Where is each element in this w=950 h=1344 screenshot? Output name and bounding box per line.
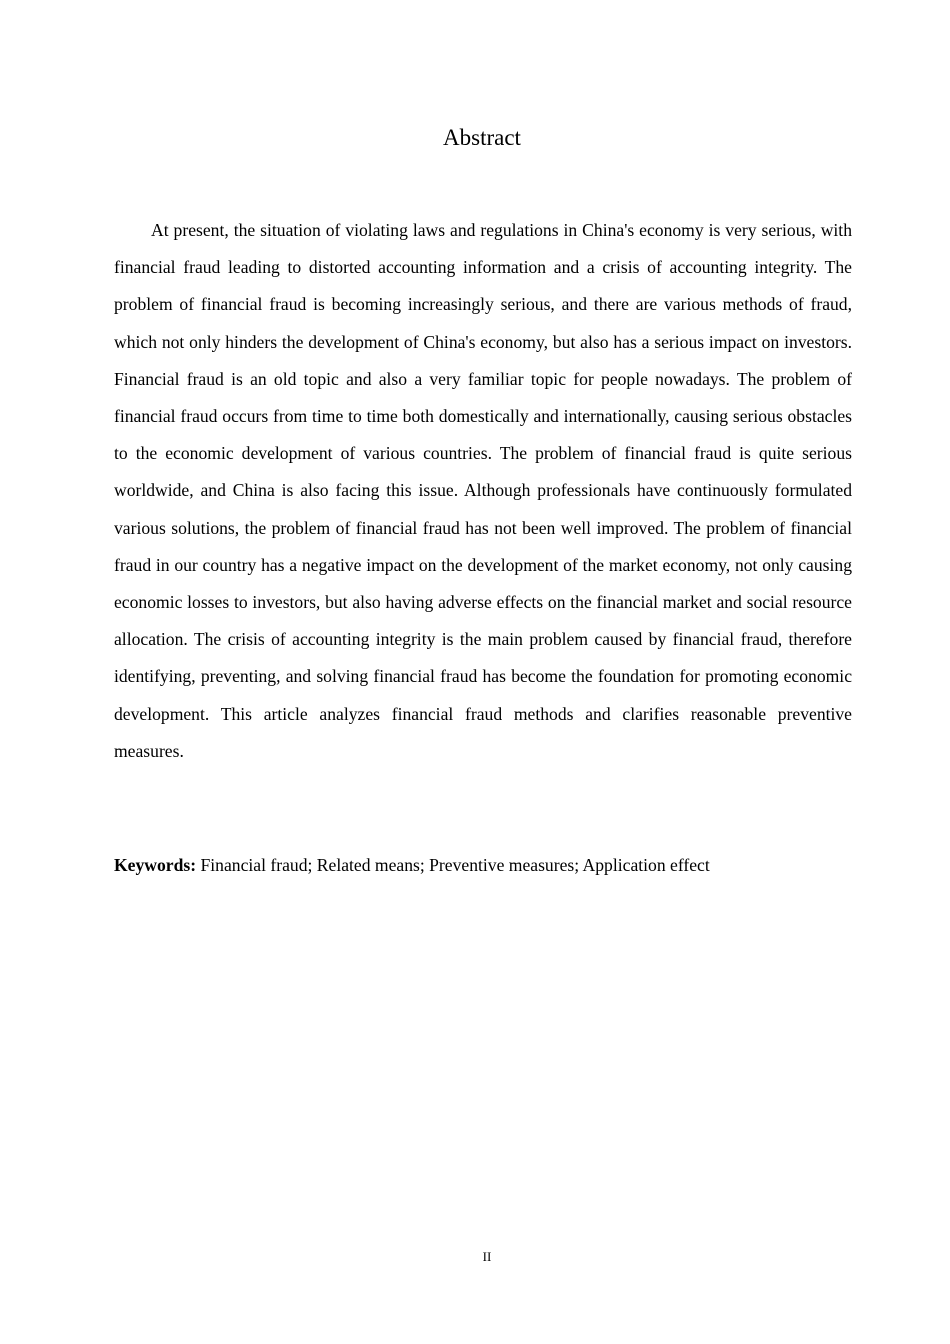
page-number: II (482, 1249, 492, 1264)
keywords-line (114, 850, 852, 880)
abstract-title: Abstract (443, 125, 521, 150)
keywords-text: Financial fraud; Related means; Preventive measures; Application effect (200, 855, 710, 875)
abstract-body: At present, the situation of violating laws and regulations in China's economy is very serious, with financial fraud leading to distorted accounting information and a crisis of accounting integrity. The problem of financial fraud is becoming increasingly serious, and there are various methods of fraud, which not only hinders the development of China's economy, but also has a serious impact on investors. Financial fraud is an old topic and also a very familiar topic for people nowadays. The problem of financial fraud occurs from time to time both domestically and internationally, causing serious obstacles to the economic development of various countries. The problem of financial fraud is quite serious worldwide, and China is also facing this issue. Although professionals have continuously formulated various solutions, the problem of financial fraud has not been well improved. The problem of financial fraud in our country has a negative impact on the development of the market economy, not only causing economic losses to investors, but also having adverse effects on the financial market and social resource allocation. The crisis of accounting integrity is the main problem caused by financial fraud, therefore identifying, preventing, and solving financial fraud has become the foundation for promoting economic development. This article analyzes financial fraud methods and clarifies reasonable preventive measures. (114, 220, 852, 761)
keywords-label: Keywords: (114, 855, 197, 875)
